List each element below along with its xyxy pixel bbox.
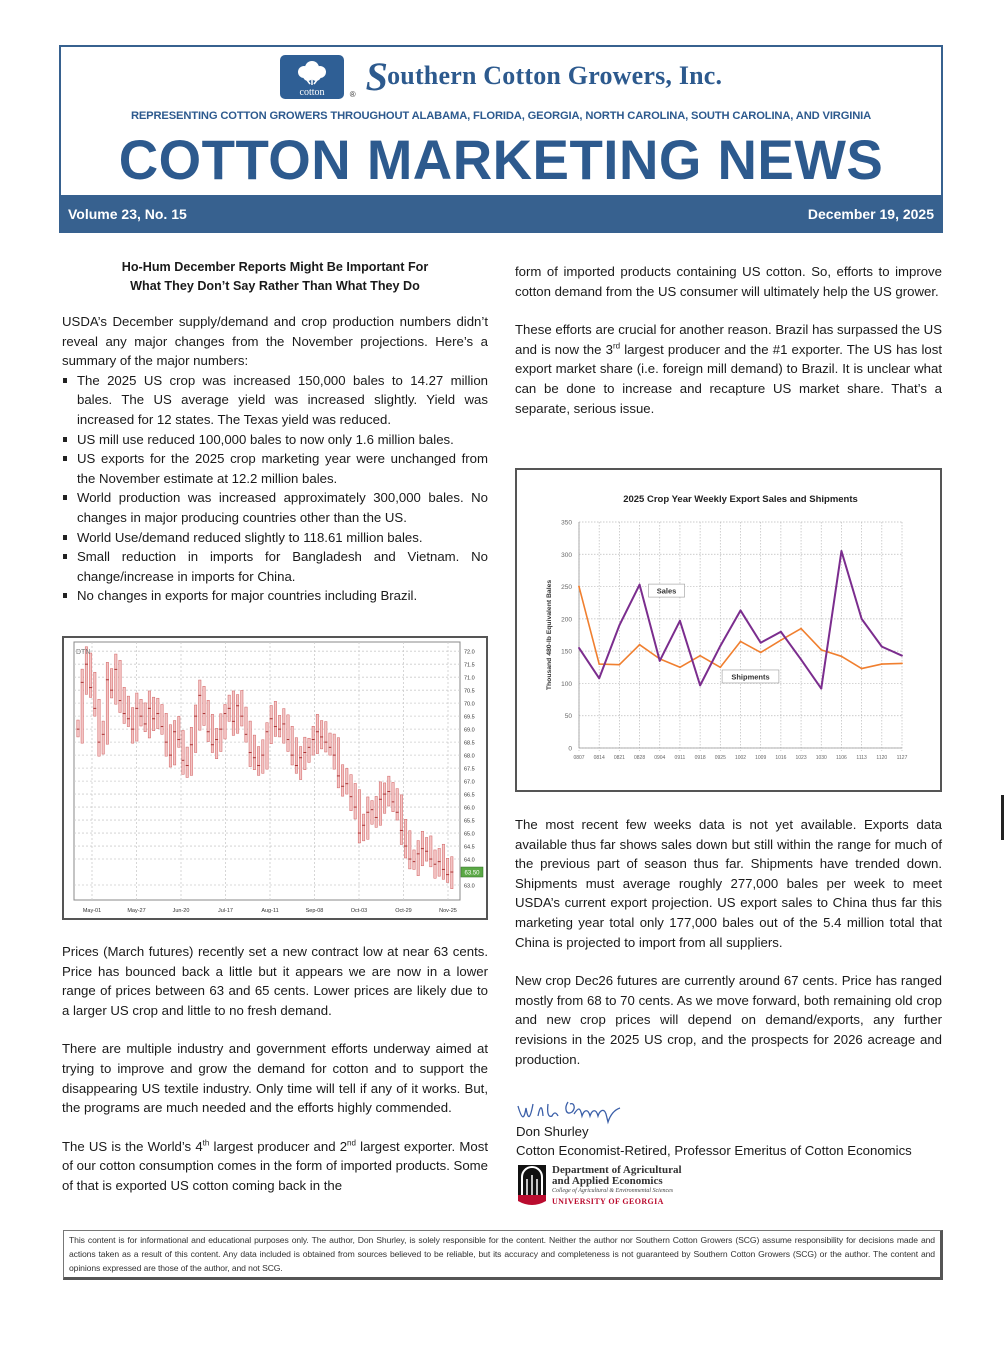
x-tick-label: 1030 bbox=[815, 755, 827, 761]
export-chart bbox=[515, 468, 942, 792]
price-bar bbox=[299, 747, 301, 780]
data-point-shipments bbox=[719, 666, 721, 668]
x-tick-label: 1127 bbox=[896, 755, 908, 761]
data-point-shipments bbox=[578, 586, 580, 588]
price-bar bbox=[94, 672, 96, 716]
x-tick-label: 0911 bbox=[674, 755, 686, 761]
price-bar bbox=[110, 669, 112, 698]
x-tick-label: 0807 bbox=[573, 755, 585, 761]
price-bar bbox=[236, 695, 238, 734]
x-tick-label: 1002 bbox=[734, 755, 747, 761]
x-tick-label: Oct-03 bbox=[350, 908, 368, 914]
signature bbox=[516, 1098, 636, 1126]
data-point-sales bbox=[780, 631, 782, 633]
summary-item: The 2025 US crop was increased 150,000 bales to 14.27 million bales. The US average yield was increased slightly. Yield was increased for 12 states. The Texas yield was reduced. bbox=[62, 371, 488, 430]
price-bar bbox=[220, 714, 222, 752]
price-bar bbox=[375, 796, 377, 827]
price-bar bbox=[392, 782, 394, 811]
price-bar bbox=[123, 687, 125, 723]
arch-icon bbox=[518, 1165, 546, 1205]
price-bar bbox=[350, 775, 352, 811]
price-bar bbox=[203, 686, 205, 725]
price-bar bbox=[400, 795, 402, 845]
price-bar bbox=[186, 747, 188, 777]
y-tick-label: 66.0 bbox=[464, 805, 475, 812]
price-bar bbox=[446, 858, 448, 882]
price-bar bbox=[274, 701, 276, 736]
data-point-sales bbox=[760, 642, 762, 644]
cotton-logo-icon bbox=[280, 55, 344, 99]
org-name: Southern Cotton Growers, Inc. bbox=[365, 54, 723, 99]
prices-paragraph: Prices (March futures) recently set a new contract low at near 63 cents. Price has bounced back a little but it appears we are now in a lower range of prices between 63 and 65 cents. Lower prices are likely due to a larger US crop and little to no fresh demand. bbox=[62, 944, 488, 1018]
x-tick-label: 1009 bbox=[755, 755, 767, 761]
price-bar bbox=[308, 738, 310, 762]
data-point-shipments bbox=[780, 639, 782, 641]
annotation-label: Sales bbox=[656, 586, 677, 596]
price-bar bbox=[115, 654, 117, 704]
data-point-sales bbox=[861, 618, 863, 620]
us-producer-paragraph: The US is the World’s 4th largest producer and 2nd largest exporter. Most of our cotton consumption comes in the form of imported products. Some of that is exported US cotton coming back in the bbox=[62, 1138, 488, 1193]
recent-data-paragraph: The most recent few weeks data is not yet available. Exports data available thus far shows sales down but still within the range for much of the previous part of season thus far. Shipments have trended down. Shipments must average roughly 277,000 bales per week to meet USDA’s current export projection. US export sales to China thus far this marketing year total only 177,000 bales out of the 5.4 million total that China is projected to import from all suppliers. bbox=[515, 817, 942, 950]
price-bar bbox=[304, 737, 306, 769]
price-bar bbox=[152, 697, 154, 731]
summary-item: US mill use reduced 100,000 bales to now only 1.6 million bales. bbox=[62, 430, 488, 450]
disclaimer-box: This content is for informational and educational purposes only. The author, Don Shurley, is solely responsible for the content. Neither the author nor Southern Cotton Growers (SCG) assume responsibility for decisions made and actions taken as a result of this content. Any data included is obtained from sources believed to be reliable, but its accuracy and completeness is not guaranteed by Southern Cotton Growers (SCG) or the author. The content and opinions expressed are those of the author, and not SCG. bbox=[63, 1230, 943, 1280]
data-point-sales bbox=[901, 655, 903, 657]
price-bar bbox=[215, 728, 217, 758]
y-tick-label: 200 bbox=[561, 616, 572, 624]
price-bar bbox=[81, 669, 83, 743]
price-bar bbox=[320, 721, 322, 749]
data-point-sales bbox=[618, 624, 620, 626]
new-crop-paragraph: New crop Dec26 futures are currently around 67 cents. Price has ranged mostly from 68 to 70 cents. As we move forward, both remaining old crop and new crop prices will depend on demand/exports, any further revisions in the 2025 US crop, and the prospects for 2026 acreage and production. bbox=[515, 973, 942, 1067]
price-bar bbox=[249, 721, 251, 766]
price-bar bbox=[430, 836, 432, 867]
price-bar bbox=[102, 721, 104, 754]
volume-label: Volume 23, No. 15 bbox=[68, 206, 187, 222]
summary-item: Small reduction in imports for Bangladesh and Vietnam. No change/increase in imports for China. bbox=[62, 547, 488, 586]
x-tick-label: 0821 bbox=[613, 755, 625, 761]
price-bar bbox=[140, 699, 142, 726]
x-tick-label: Oct-29 bbox=[395, 908, 412, 914]
price-chart bbox=[62, 636, 488, 920]
y-tick-label: 67.0 bbox=[464, 779, 475, 786]
data-point-sales bbox=[598, 677, 600, 679]
price-bar bbox=[367, 797, 369, 839]
data-point-shipments bbox=[861, 668, 863, 670]
brazil-paragraph: These efforts are crucial for another reason. Brazil has surpassed the US and is now the 3rd largest producer and the #1 exporter. The US has lost export market share (i.e. foreign mill demand) to Brazil. It is unclear what can be done to increase and recapture US market share. That’s a separate, serious issue. bbox=[515, 322, 942, 416]
price-bar bbox=[278, 715, 280, 737]
x-tick-label: Jul-17 bbox=[218, 908, 233, 914]
price-bar bbox=[396, 789, 398, 820]
price-bar bbox=[224, 704, 226, 739]
data-point-shipments bbox=[820, 649, 822, 651]
price-bar bbox=[379, 782, 381, 825]
y-tick-label: 67.5 bbox=[464, 766, 475, 773]
price-bar bbox=[253, 735, 255, 770]
x-tick-label: Sep-08 bbox=[305, 908, 324, 914]
efforts-paragraph: There are multiple industry and government efforts underway aimed at trying to improve and grow the demand for cotton and to support the disappearing US textile industry. Only time will tell if any of it works. But, the programs are much needed and the efforts highly commended. bbox=[62, 1041, 488, 1116]
price-bar bbox=[98, 699, 100, 756]
price-bar bbox=[438, 848, 440, 876]
price-bar bbox=[245, 707, 247, 742]
price-bar bbox=[404, 819, 406, 858]
price-bar bbox=[354, 783, 356, 819]
y-tick-label: 71.0 bbox=[464, 675, 475, 682]
data-point-sales bbox=[699, 684, 701, 686]
price-bar bbox=[194, 705, 196, 753]
right-column bbox=[515, 262, 942, 418]
y-tick-label: 64.5 bbox=[464, 844, 475, 851]
x-tick-label: 0814 bbox=[593, 755, 605, 761]
y-tick-label: 300 bbox=[561, 551, 572, 559]
price-bar bbox=[77, 720, 79, 737]
author-title: Cotton Economist-Retired, Professor Emeritus of Cotton Economics bbox=[516, 1143, 912, 1158]
price-bar bbox=[346, 768, 348, 794]
issue-banner bbox=[59, 195, 943, 233]
x-tick-label: 1016 bbox=[775, 755, 787, 761]
price-bar bbox=[241, 690, 243, 726]
x-tick-label: 1023 bbox=[795, 755, 807, 761]
data-point-shipments bbox=[800, 628, 802, 630]
price-bar bbox=[283, 709, 285, 744]
price-bar bbox=[178, 716, 180, 747]
imported-products-paragraph: form of imported products containing US cotton. So, efforts to improve cotton demand from the US consumer will ultimately help the US grower. bbox=[515, 264, 942, 299]
x-tick-label: 1113 bbox=[856, 755, 867, 761]
data-point-shipments bbox=[760, 652, 762, 654]
y-tick-label: 100 bbox=[561, 680, 572, 688]
y-tick-label: 68.5 bbox=[464, 740, 475, 747]
y-tick-label: 64.0 bbox=[464, 857, 475, 864]
data-point-shipments bbox=[679, 666, 681, 668]
x-tick-label: May-01 bbox=[82, 908, 102, 914]
price-bar bbox=[119, 660, 121, 712]
x-tick-label: Jun-20 bbox=[172, 908, 190, 914]
tagline: REPRESENTING COTTON GROWERS THROUGHOUT ALABAMA, FLORIDA, GEORGIA, NORTH CAROLINA, SOUTH CAROLINA, AND VIRGINIA bbox=[130, 110, 872, 122]
data-point-sales bbox=[578, 647, 580, 649]
y-tick-label: 150 bbox=[561, 648, 572, 656]
y-tick-label: 69.0 bbox=[464, 727, 475, 734]
price-bar bbox=[337, 738, 339, 788]
price-bar bbox=[333, 734, 335, 769]
price-bar bbox=[325, 722, 327, 752]
x-tick-label: 1120 bbox=[876, 755, 888, 761]
data-point-sales bbox=[740, 610, 742, 612]
price-bar bbox=[371, 801, 373, 825]
y-tick-label: 63.0 bbox=[464, 883, 475, 890]
x-tick-label: Aug-11 bbox=[261, 908, 279, 914]
y-tick-label: 69.5 bbox=[464, 714, 475, 721]
uga-logo bbox=[518, 1165, 682, 1207]
price-bar bbox=[442, 844, 444, 879]
annotation-label: Shipments bbox=[731, 672, 770, 682]
price-bar bbox=[329, 733, 331, 755]
registered-mark: ® bbox=[349, 90, 356, 99]
data-point-shipments bbox=[598, 663, 600, 665]
price-bar bbox=[257, 747, 259, 776]
data-point-shipments bbox=[699, 655, 701, 657]
price-bar bbox=[266, 723, 268, 770]
data-point-sales bbox=[820, 688, 822, 690]
price-bar bbox=[291, 726, 293, 765]
price-bar bbox=[425, 837, 427, 861]
price-bar bbox=[106, 662, 108, 744]
series-line-sales bbox=[579, 551, 902, 689]
article-headline: Ho-Hum December Reports Might Be Important For What They Don’t Say Rather Than What They Do bbox=[121, 260, 429, 293]
uga-text: Department of Agricultural and Applied Economics College of Agricultural & Environmental Sciences UNIVERSITY OF GEORGIA bbox=[552, 1164, 682, 1206]
x-tick-label: May-27 bbox=[127, 908, 146, 914]
y-tick-label: 71.5 bbox=[464, 662, 475, 669]
y-tick-label: 70.5 bbox=[464, 688, 475, 695]
data-point-shipments bbox=[881, 663, 883, 665]
right-column-lower bbox=[515, 815, 942, 1069]
price-bar bbox=[169, 725, 171, 767]
x-tick-label: 0828 bbox=[634, 755, 646, 761]
issue-date: December 19, 2025 bbox=[807, 206, 934, 222]
price-bar bbox=[136, 693, 138, 741]
price-bar bbox=[127, 696, 129, 726]
price-bar bbox=[182, 730, 184, 774]
y-tick-label: 70.0 bbox=[464, 701, 475, 708]
data-point-shipments bbox=[639, 644, 641, 646]
price-bar bbox=[362, 814, 364, 841]
data-point-sales bbox=[881, 646, 883, 648]
plot-area bbox=[74, 642, 460, 900]
price-bar bbox=[270, 705, 272, 743]
export-chart-svg bbox=[517, 470, 940, 790]
source-label: DTN bbox=[76, 649, 91, 656]
current-price-label: 63.50 bbox=[464, 870, 480, 877]
price-bar bbox=[148, 691, 150, 738]
price-bar bbox=[295, 738, 297, 774]
brand-row bbox=[61, 55, 941, 99]
intro-paragraph: USDA’s December supply/demand and crop production numbers didn’t reveal any major changes from the November projections. Here’s a summary of the major numbers: bbox=[62, 314, 488, 369]
x-tick-label: Nov-25 bbox=[439, 908, 457, 914]
y-tick-label: 250 bbox=[561, 584, 572, 592]
price-bar bbox=[383, 783, 385, 813]
price-bar bbox=[312, 726, 314, 755]
y-tick-label: 68.0 bbox=[464, 753, 475, 760]
data-point-shipments bbox=[740, 641, 742, 643]
price-bar bbox=[89, 653, 91, 697]
price-bar bbox=[173, 721, 175, 765]
summary-item: No changes in exports for major countries including Brazil. bbox=[62, 586, 488, 606]
data-point-shipments bbox=[618, 664, 620, 666]
price-bar bbox=[316, 714, 318, 753]
data-point-sales bbox=[841, 550, 843, 552]
price-bar bbox=[409, 831, 411, 869]
data-point-sales bbox=[679, 620, 681, 622]
y-tick-label: 65.5 bbox=[464, 818, 475, 825]
summary-list bbox=[62, 371, 488, 606]
y-tick-label: 0 bbox=[568, 745, 572, 753]
data-point-sales bbox=[659, 660, 661, 662]
price-bar bbox=[417, 841, 419, 876]
price-chart-svg bbox=[64, 638, 486, 918]
data-point-sales bbox=[639, 584, 641, 586]
price-bar bbox=[165, 713, 167, 756]
x-tick-label: 0904 bbox=[654, 755, 666, 761]
price-bar bbox=[341, 765, 343, 796]
price-bar bbox=[287, 715, 289, 752]
summary-item: World production was increased approximately 300,000 bales. No changes in major producing countries other than the US. bbox=[62, 488, 488, 527]
x-tick-label: 1106 bbox=[836, 755, 847, 761]
data-point-shipments bbox=[841, 655, 843, 657]
svg-text:cotton: cotton bbox=[299, 87, 325, 98]
author-name: Don Shurley bbox=[516, 1124, 589, 1139]
price-bar bbox=[161, 704, 163, 734]
price-bar bbox=[232, 691, 234, 735]
data-point-sales bbox=[800, 659, 802, 661]
price-bar bbox=[190, 727, 192, 775]
x-tick-label: 0925 bbox=[714, 755, 726, 761]
chart-title: 2025 Crop Year Weekly Export Sales and Shipments bbox=[623, 494, 858, 505]
price-bar bbox=[199, 680, 201, 730]
price-bar bbox=[207, 700, 209, 741]
summary-item: US exports for the 2025 crop marketing year were unchanged from the November estimate at 12.2 million bales. bbox=[62, 449, 488, 488]
price-bar bbox=[262, 740, 264, 774]
price-bar bbox=[211, 714, 213, 752]
y-axis-label: Thousand 480-lb Equivalent Bales bbox=[546, 579, 553, 691]
left-column-lower bbox=[62, 942, 488, 1196]
y-tick-label: 350 bbox=[561, 519, 572, 527]
price-bar bbox=[131, 708, 133, 744]
summary-item: World Use/demand reduced slightly to 118.61 million bales. bbox=[62, 528, 488, 548]
price-bar bbox=[413, 850, 415, 869]
data-point-shipments bbox=[901, 663, 903, 665]
left-column bbox=[62, 258, 488, 606]
price-bar bbox=[144, 703, 146, 732]
newsletter-title: COTTON MARKETING NEWS bbox=[118, 128, 884, 191]
price-bar bbox=[451, 857, 453, 889]
y-tick-label: 65.0 bbox=[464, 831, 475, 838]
x-tick-label: 0918 bbox=[694, 755, 706, 761]
data-point-sales bbox=[719, 645, 721, 647]
price-bar bbox=[358, 790, 360, 843]
y-tick-label: 50 bbox=[564, 713, 572, 721]
y-tick-label: 72.0 bbox=[464, 649, 475, 656]
y-tick-label: 66.5 bbox=[464, 792, 475, 799]
